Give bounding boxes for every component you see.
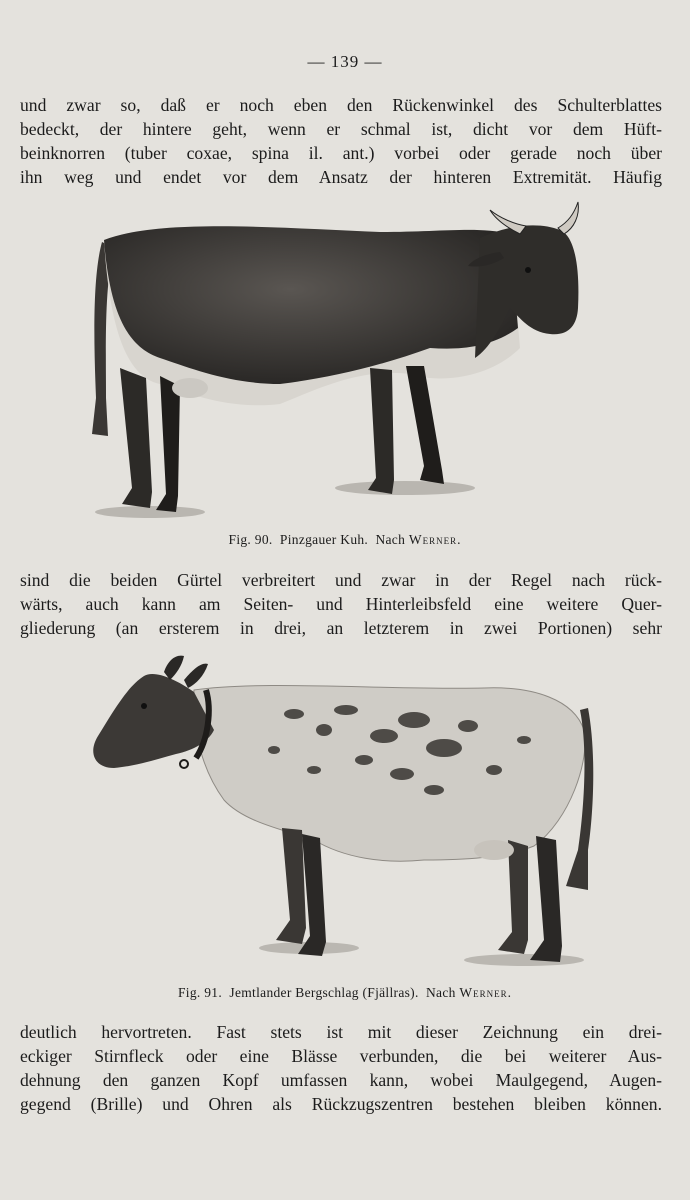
text-line: und zwar so, daß er noch eben den Rückenwinkel des Schulterblattes xyxy=(20,95,662,115)
jemtland-cow-image xyxy=(84,650,596,980)
paragraph-3 xyxy=(20,1020,662,1116)
text-line: beinknorren (tuber coxae, spina il. ant.) vorbei oder gerade noch über xyxy=(20,143,662,163)
text-line: sind die beiden Gürtel verbreitert und zwar in der Regel nach rück- xyxy=(20,570,662,590)
paragraph-2 xyxy=(20,568,662,640)
caption-nach: Nach xyxy=(426,985,456,1000)
text-line: wärts, auch kann am Seiten- und Hinterleibsfeld eine weitere Quer- xyxy=(20,594,662,614)
paragraph-1 xyxy=(20,93,662,189)
caption-nach: Nach xyxy=(375,532,406,547)
figure-90-illustration xyxy=(80,198,590,528)
caption-title: Pinzgauer Kuh. xyxy=(279,532,369,547)
text-line: gegend (Brille) und Ohren als Rückzugszentren bestehen bleiben können. xyxy=(20,1094,662,1114)
caption-figure-number: Fig. 91. xyxy=(178,985,223,1000)
figure-91-illustration xyxy=(84,650,596,980)
text-line: deutlich hervortreten. Fast stets ist mit dieser Zeichnung ein drei- xyxy=(20,1022,662,1042)
text-line: eckiger Stirnfleck oder eine Blässe verbunden, die bei weiterer Aus- xyxy=(20,1046,662,1066)
figure-91-caption xyxy=(0,985,690,1001)
figure-90-caption xyxy=(0,532,690,548)
text-line: gliederung (an ersterem in drei, an letzterem in zwei Portionen) sehr xyxy=(20,618,662,638)
page-number: — 139 — xyxy=(307,52,383,71)
pinzgauer-cow-image xyxy=(80,198,590,528)
text-line: ihn weg und endet vor dem Ansatz der hinteren Extremität. Häufig xyxy=(20,167,662,187)
caption-figure-number: Fig. 90. xyxy=(228,532,273,547)
caption-author: Werner. xyxy=(408,532,462,547)
text-line: bedeckt, der hintere geht, wenn er schmal ist, dicht vor dem Hüft- xyxy=(20,119,662,139)
text-line: dehnung den ganzen Kopf umfassen kann, wobei Maulgegend, Augen- xyxy=(20,1070,662,1090)
caption-title: Jemtlander Bergschlag (Fjällras). xyxy=(229,985,419,1000)
caption-author: Werner. xyxy=(459,985,512,1000)
